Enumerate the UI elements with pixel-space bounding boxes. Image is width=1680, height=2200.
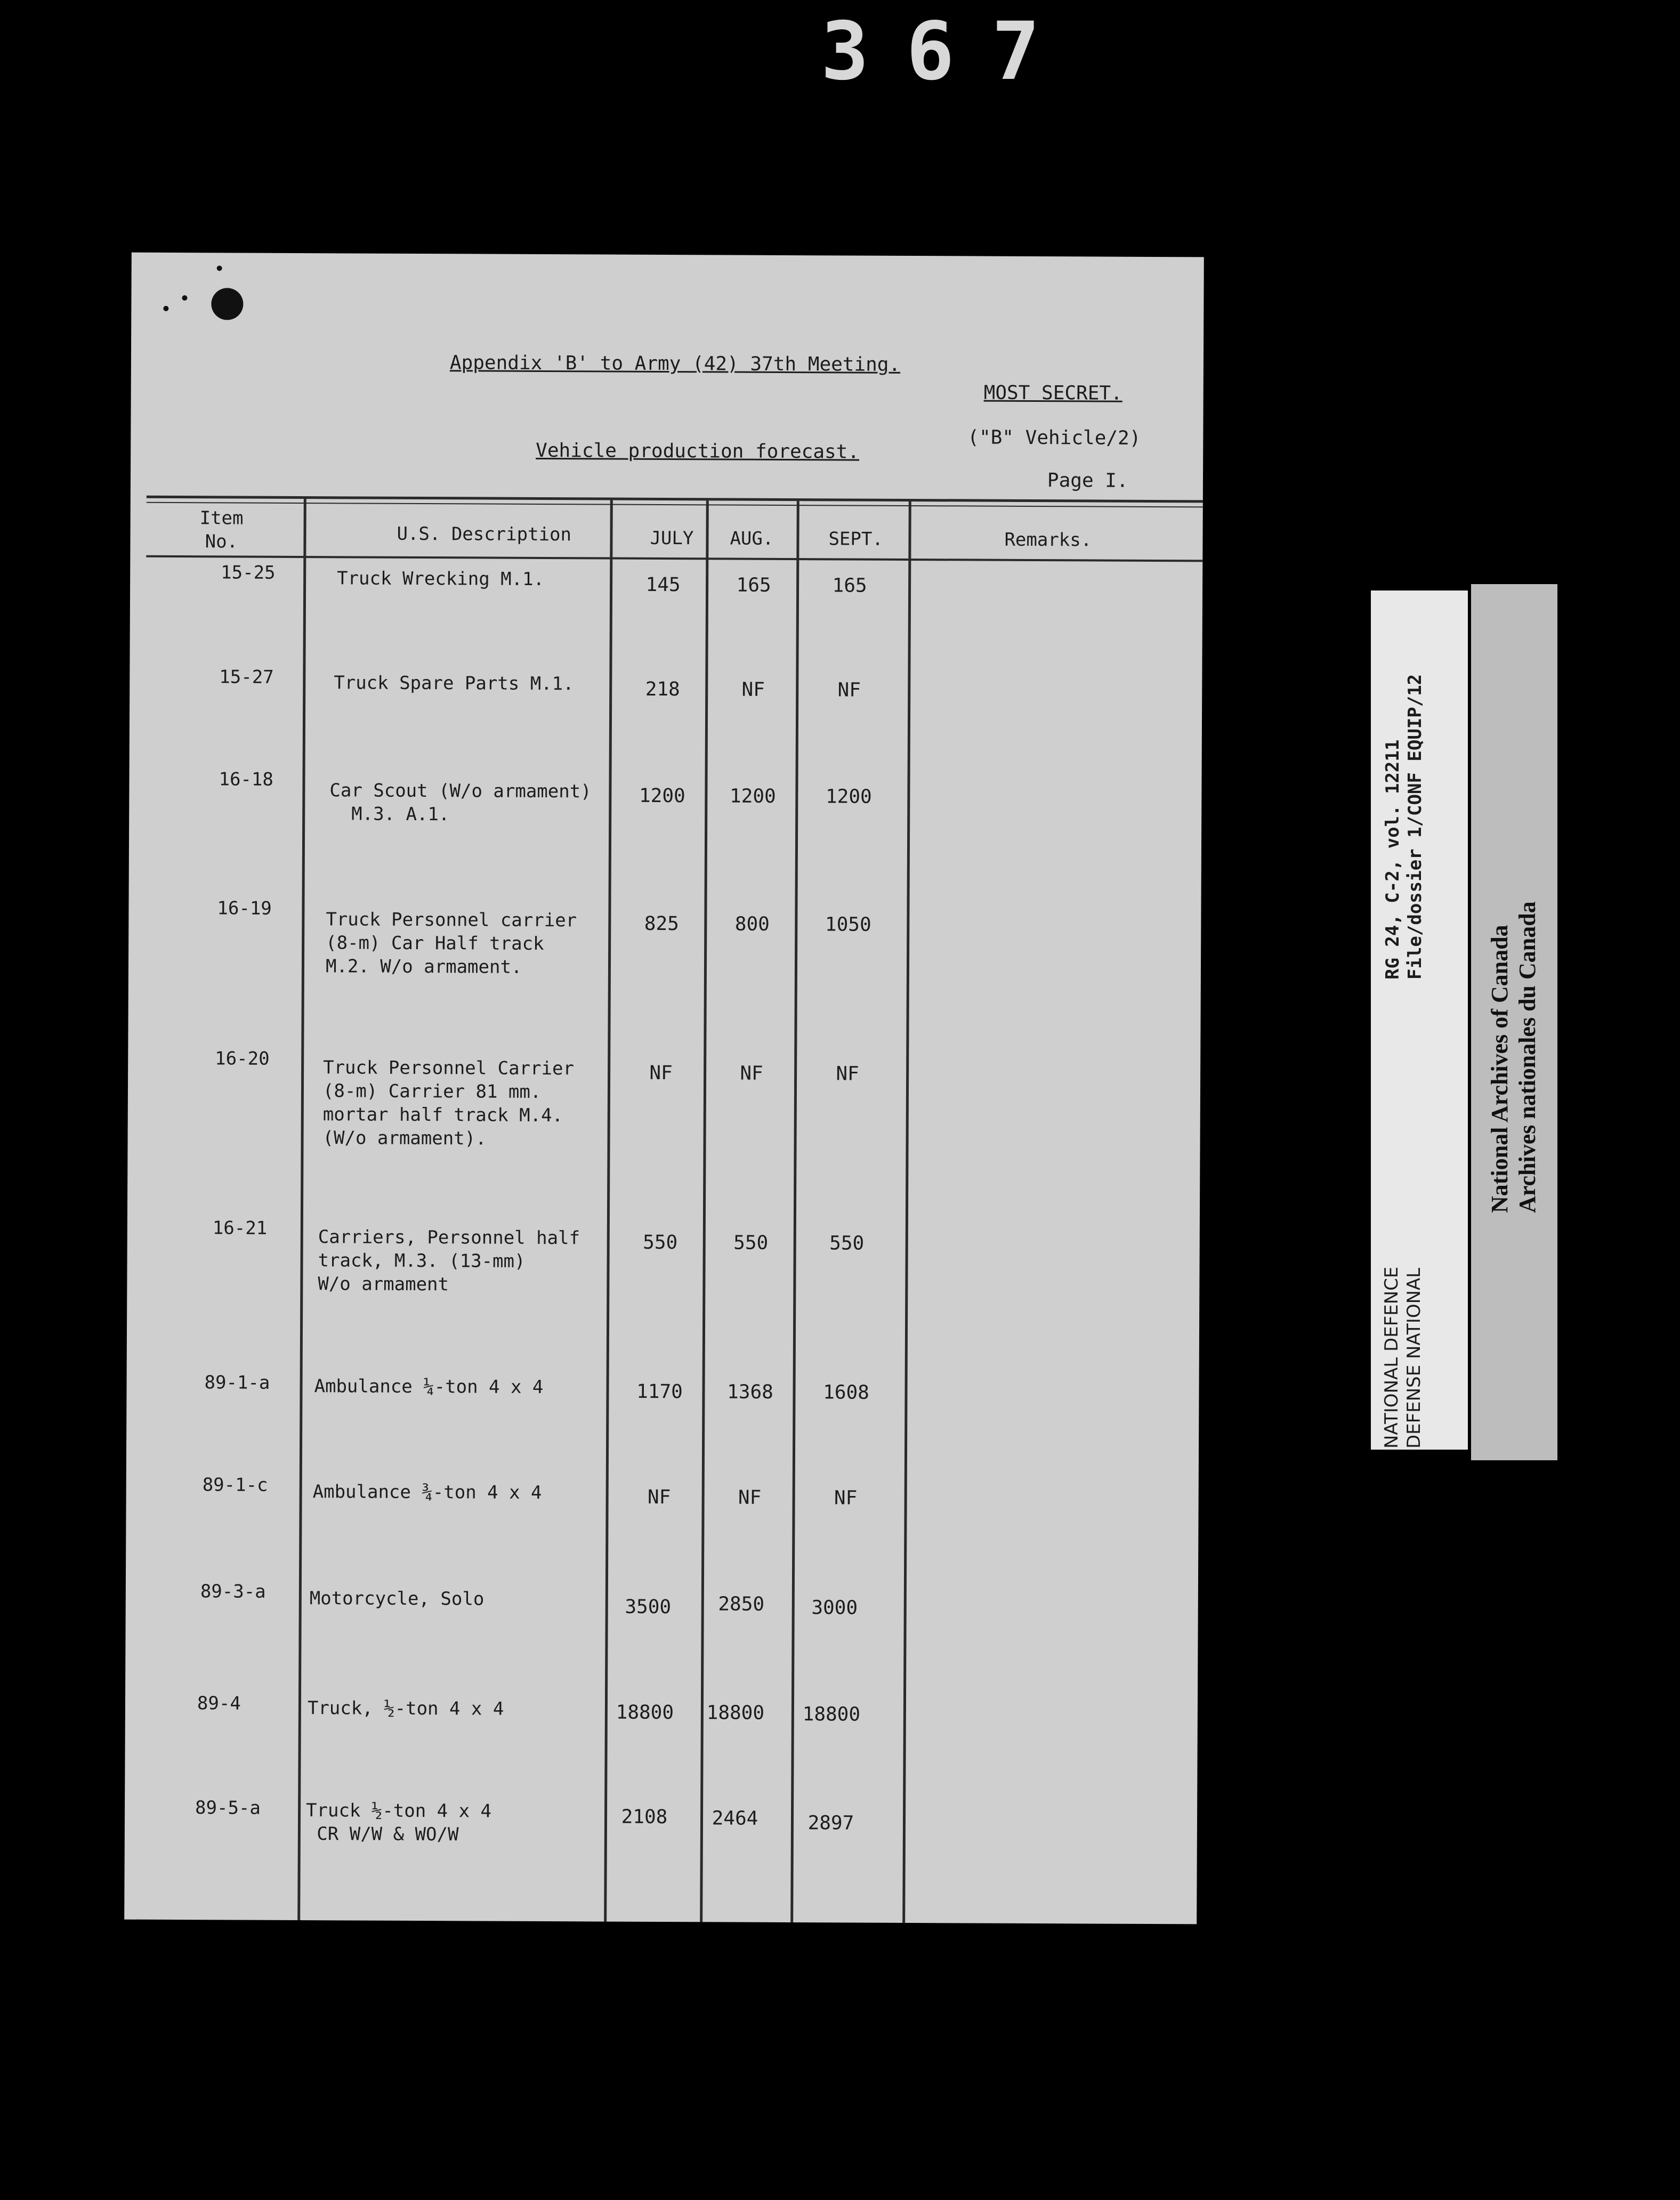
sept-value: 1200 xyxy=(825,786,872,808)
sept-value: 18800 xyxy=(802,1703,861,1726)
item-number: 16-19 xyxy=(217,897,272,919)
aug-value: 165 xyxy=(736,574,771,596)
archive-reference-label xyxy=(1371,591,1468,1450)
aug-value: NF xyxy=(740,1062,763,1085)
aug-value: 2464 xyxy=(712,1807,758,1830)
page-number: Page I. xyxy=(1047,470,1128,492)
july-value: 1200 xyxy=(639,784,685,807)
stamp-number: 367 xyxy=(821,5,1077,98)
column-header-july: JULY xyxy=(650,527,694,549)
july-value: 3500 xyxy=(625,1596,672,1619)
sept-value: 1050 xyxy=(825,913,871,936)
july-value: 145 xyxy=(645,573,681,596)
column-header-item: Item No. xyxy=(199,507,244,553)
item-number: 89-1-c xyxy=(202,1474,268,1496)
item-number: 89-3-a xyxy=(200,1581,266,1603)
column-header-description: U.S. Description xyxy=(397,523,572,546)
item-description: Truck Wrecking M.1. xyxy=(337,568,545,591)
archive-reference: RG 24, C-2, vol. 12211 File/dossier 1/CONF EQUIP/12 xyxy=(1382,674,1426,980)
item-description: Truck Personnel carrier (8-m) Car Half track M.2. W/o armament. xyxy=(325,909,577,978)
archives-label xyxy=(1471,584,1557,1460)
speck xyxy=(163,306,168,311)
sept-value: NF xyxy=(836,1063,859,1085)
item-description: Motorcycle, Solo xyxy=(309,1588,484,1610)
item-number: 15-27 xyxy=(219,666,274,688)
punch-hole xyxy=(211,288,243,320)
column-divider xyxy=(902,502,911,1923)
classification-mark: MOST SECRET. xyxy=(983,382,1122,405)
item-description: Car Scout (W/o armament) M.3. A.1. xyxy=(329,780,592,826)
speck xyxy=(217,265,222,271)
july-value: NF xyxy=(647,1486,671,1509)
archives-name: National Archives of Canada Archives nationales du Canada xyxy=(1487,901,1540,1213)
aug-value: NF xyxy=(738,1486,762,1509)
sept-value: NF xyxy=(837,679,861,701)
item-number: 16-18 xyxy=(219,769,273,790)
sept-value: 3000 xyxy=(811,1597,858,1619)
item-description: Ambulance ¾-ton 4 x 4 xyxy=(312,1481,542,1504)
july-value: 825 xyxy=(644,912,679,935)
aug-value: 18800 xyxy=(706,1702,765,1724)
july-value: 2108 xyxy=(621,1806,668,1829)
column-header-sept: SEPT. xyxy=(828,528,883,550)
document-page xyxy=(124,253,1204,1924)
aug-value: NF xyxy=(741,678,765,701)
item-description: Truck Personnel Carrier (8-m) Carrier 81 mm. mortar half track M.4. (W/o armament). xyxy=(322,1057,575,1150)
aug-value: 550 xyxy=(733,1232,769,1254)
july-value: 218 xyxy=(645,678,680,701)
july-value: 18800 xyxy=(616,1701,674,1724)
reference-code: ("B" Vehicle/2) xyxy=(967,426,1141,449)
speck xyxy=(182,295,187,301)
column-divider xyxy=(297,499,306,1920)
appendix-heading: Appendix 'B' to Army (42) 37th Meeting. xyxy=(449,352,901,376)
department-name: NATIONAL DEFENCE DEFENSE NATIONAL xyxy=(1381,1266,1425,1449)
aug-value: 1200 xyxy=(729,785,776,807)
july-value: 550 xyxy=(643,1231,678,1254)
sept-value: NF xyxy=(834,1487,858,1509)
sept-value: 165 xyxy=(832,575,867,597)
july-value: 1170 xyxy=(636,1380,683,1403)
column-header-aug: AUG. xyxy=(730,528,774,549)
item-number: 16-21 xyxy=(212,1217,268,1239)
item-number: 89-4 xyxy=(197,1693,241,1714)
item-number: 89-1-a xyxy=(204,1372,270,1394)
document-title: Vehicle production forecast. xyxy=(536,439,860,463)
item-description: Truck ½-ton 4 x 4 CR W/W & WO/W xyxy=(305,1800,492,1846)
sept-value: 550 xyxy=(829,1232,865,1255)
sept-value: 1608 xyxy=(823,1381,869,1404)
aug-value: 800 xyxy=(734,913,770,935)
item-number: 89-5-a xyxy=(195,1797,261,1819)
column-header-remarks: Remarks. xyxy=(1004,529,1092,551)
item-description: Carriers, Personnel half track, M.3. (13-mm) W/o armament xyxy=(318,1226,580,1296)
july-value: NF xyxy=(649,1062,673,1085)
item-number: 15-25 xyxy=(221,562,276,584)
aug-value: 1368 xyxy=(727,1381,773,1403)
item-number: 16-20 xyxy=(215,1048,270,1070)
sept-value: 2897 xyxy=(807,1812,854,1834)
item-description: Truck, ½-ton 4 x 4 xyxy=(307,1697,504,1720)
item-description: Truck Spare Parts M.1. xyxy=(334,672,574,695)
item-description: Ambulance ¼-ton 4 x 4 xyxy=(314,1376,544,1398)
aug-value: 2850 xyxy=(718,1593,765,1615)
